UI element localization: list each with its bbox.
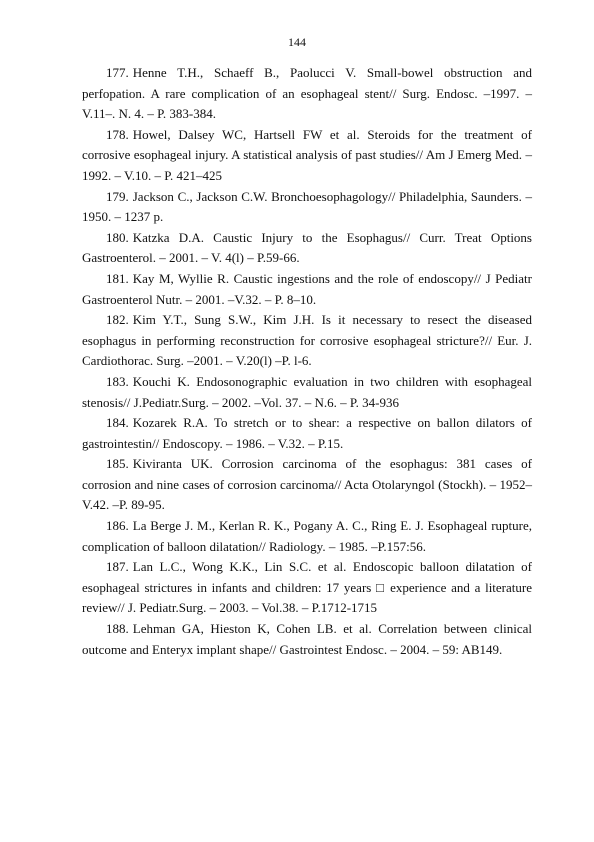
reference-text: Katzka D.A. Caustic Injury to the Esophagus// Curr. Treat Options Gastroenterol. – 2001. – V. 4(l) – P.59-66. — [82, 229, 532, 266]
reference-text: Kiviranta UK. Corrosion carcinoma of the esophagus: 381 cases of corrosion and nine cases of corrosion carcinoma// Acta Otolaryngol (Stockh). – 1952–V.42. –P. 89-95. — [82, 456, 532, 513]
reference-number: 183. — [106, 373, 129, 389]
reference-item — [82, 228, 532, 269]
reference-text: Jackson C., Jackson C.W. Bronchoesophagology// Philadelphia, Saunders. – 1950. – 1237 p. — [82, 188, 532, 225]
reference-number: 186. — [106, 518, 129, 534]
reference-number: 184. — [106, 415, 129, 431]
reference-number: 180. — [106, 229, 129, 245]
reference-text: Kim Y.T., Sung S.W., Kim J.H. Is it necessary to resect the diseased esophagus in performing reconstruction for corrosive esophageal stricture?// Eur. J. Cardiothorac. Surg. –2001. – V.20(l) –P. l-6. — [82, 312, 532, 369]
reference-number: 188. — [106, 621, 129, 637]
reference-item — [82, 125, 532, 187]
reference-text: Lehman GA, Hieston K, Cohen LB. et al. Correlation between clinical outcome and Enteryx implant shape// Gastrointest Endosc. – 2004. – 59: AB149. — [82, 621, 532, 657]
reference-item — [82, 63, 532, 125]
reference-text: Kozarek R.A. To stretch or to shear: a respective on ballon dilators of gastrointestin// Endoscopy. – 1986. – V.32. – P.15. — [82, 415, 532, 451]
reference-item — [82, 372, 532, 413]
reference-item — [82, 413, 532, 454]
reference-item — [82, 269, 532, 310]
reference-text: Kouchi K. Endosonographic evaluation in two children with esophageal stenosis// J.Pediatr.Surg. – 2002. –Vol. 37. – N.6. – P. 34-936 — [82, 373, 532, 410]
reference-number: 182. — [106, 312, 129, 328]
reference-number: 177. — [106, 65, 129, 80]
reference-item — [82, 454, 532, 516]
reference-number: 179. — [106, 188, 129, 204]
reference-number: 187. — [106, 559, 129, 575]
reference-number: 185. — [106, 456, 129, 472]
page-number: 144 — [288, 35, 306, 49]
reference-item — [82, 619, 532, 660]
reference-text: Lan L.C., Wong K.K., Lin S.C. et al. Endoscopic balloon dilatation of esophageal strictures in infants and children: 17 years □ experience and a literature review// J. Pediatr.Surg. – 2003. – Vol.38. – P.1712-1715 — [82, 559, 532, 616]
reference-item — [82, 557, 532, 619]
reference-number: 181. — [106, 270, 129, 286]
reference-text: La Berge J. M., Kerlan R. K., Pogany A. C., Ring E. J. Esophageal rupture, complication of balloon dilatation// Radiology. – 1985. –P.157:56. — [82, 518, 532, 554]
reference-item — [82, 310, 532, 372]
reference-text: Henne T.H., Schaeff B., Paolucci V. Small-bowel obstruction and perfopation. A rare complication of an esophageal stent// Surg. Endosc. –1997. – V.11–. N. 4. – P. 383-384. — [82, 65, 532, 122]
reference-text: Howel, Dalsey WC, Hartsell FW et al. Steroids for the treatment of corrosive esophageal injury. A statistical analysis of past studies// Am J Emerg Med. –1992. – V.10. – P. 421–425 — [82, 126, 532, 183]
reference-list — [82, 63, 532, 660]
reference-text: Kay M, Wyllie R. Caustic ingestions and the role of endoscopy// J Pediatr Gastroenterol Nutr. – 2001. –V.32. – P. 8–10. — [82, 270, 532, 307]
reference-number: 178. — [106, 126, 129, 142]
reference-item — [82, 516, 532, 557]
reference-item — [82, 187, 532, 228]
